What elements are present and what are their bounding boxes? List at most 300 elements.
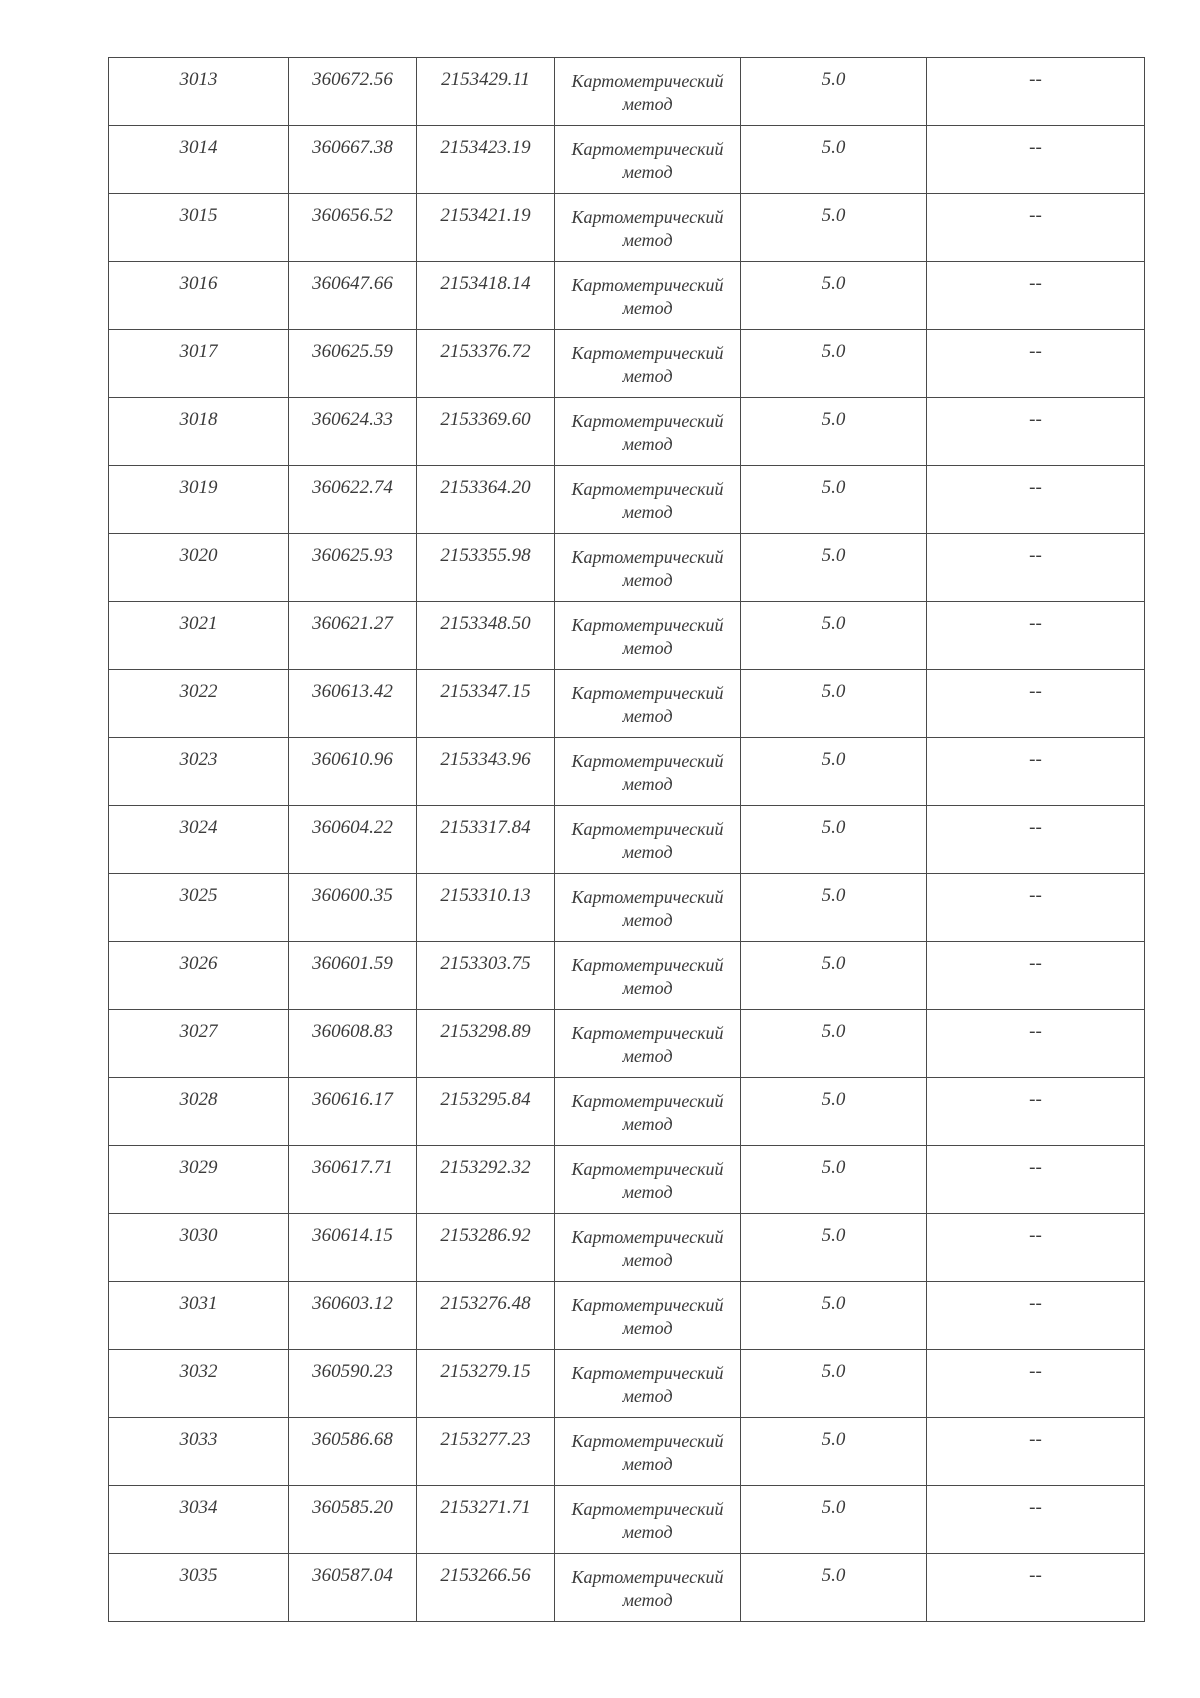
note-value: -- xyxy=(1029,137,1042,158)
accuracy-value: 5.0 xyxy=(821,69,846,90)
method-line2: метод xyxy=(622,162,673,182)
point-number-cell xyxy=(109,194,289,262)
y-coordinate-cell xyxy=(417,738,555,806)
accuracy-cell xyxy=(741,1010,927,1078)
note-cell xyxy=(927,194,1145,262)
y-coordinate: 2153423.19 xyxy=(440,137,531,158)
method-text xyxy=(555,1146,740,1204)
accuracy-value: 5.0 xyxy=(821,477,846,498)
point-number: 3022 xyxy=(179,681,218,702)
y-coordinate-cell xyxy=(417,1554,555,1622)
table-row xyxy=(109,1146,1145,1214)
y-coordinate: 2153347.15 xyxy=(440,681,531,702)
accuracy-cell xyxy=(741,738,927,806)
coordinates-table xyxy=(108,57,1145,1622)
x-coordinate-cell xyxy=(289,602,417,670)
y-coordinate-cell xyxy=(417,806,555,874)
method-cell xyxy=(555,1418,741,1486)
method-cell xyxy=(555,398,741,466)
accuracy-value: 5.0 xyxy=(821,1225,846,1246)
y-coordinate-cell xyxy=(417,1010,555,1078)
x-coordinate-cell xyxy=(289,194,417,262)
point-number: 3030 xyxy=(179,1225,218,1246)
y-coordinate-cell xyxy=(417,1486,555,1554)
method-cell xyxy=(555,1486,741,1554)
note-value: -- xyxy=(1029,273,1042,294)
point-number-cell xyxy=(109,1350,289,1418)
method-line2: метод xyxy=(622,434,673,454)
accuracy-cell xyxy=(741,262,927,330)
table-row xyxy=(109,738,1145,806)
point-number: 3014 xyxy=(179,137,218,158)
table-row xyxy=(109,602,1145,670)
y-coordinate-cell xyxy=(417,466,555,534)
method-cell xyxy=(555,602,741,670)
point-number-cell xyxy=(109,1554,289,1622)
accuracy-value: 5.0 xyxy=(821,1021,846,1042)
note-cell xyxy=(927,1418,1145,1486)
y-coordinate: 2153303.75 xyxy=(440,953,531,974)
point-number-cell xyxy=(109,1282,289,1350)
point-number-cell xyxy=(109,534,289,602)
point-number: 3023 xyxy=(179,749,218,770)
y-coordinate: 2153266.56 xyxy=(440,1565,531,1586)
method-line1: Картометрический xyxy=(571,955,724,975)
x-coordinate-cell xyxy=(289,126,417,194)
point-number: 3013 xyxy=(179,69,218,90)
y-coordinate-cell xyxy=(417,126,555,194)
method-line2: метод xyxy=(622,502,673,522)
accuracy-value: 5.0 xyxy=(821,409,846,430)
method-line2: метод xyxy=(622,298,673,318)
accuracy-cell xyxy=(741,1214,927,1282)
method-line1: Картометрический xyxy=(571,343,724,363)
note-cell xyxy=(927,466,1145,534)
note-cell xyxy=(927,398,1145,466)
note-cell xyxy=(927,874,1145,942)
note-cell xyxy=(927,602,1145,670)
point-number-cell xyxy=(109,1418,289,1486)
point-number-cell xyxy=(109,1010,289,1078)
note-value: -- xyxy=(1029,817,1042,838)
note-value: -- xyxy=(1029,409,1042,430)
y-coordinate-cell xyxy=(417,1214,555,1282)
y-coordinate: 2153364.20 xyxy=(440,477,531,498)
point-number-cell xyxy=(109,1214,289,1282)
note-value: -- xyxy=(1029,1021,1042,1042)
method-line2: метод xyxy=(622,1522,673,1542)
point-number: 3017 xyxy=(179,341,218,362)
x-coordinate: 360610.96 xyxy=(312,749,393,770)
y-coordinate: 2153295.84 xyxy=(440,1089,531,1110)
point-number: 3016 xyxy=(179,273,218,294)
table-row xyxy=(109,1214,1145,1282)
y-coordinate-cell xyxy=(417,602,555,670)
method-cell xyxy=(555,262,741,330)
note-cell xyxy=(927,806,1145,874)
method-line2: метод xyxy=(622,1046,673,1066)
y-coordinate: 2153271.71 xyxy=(440,1497,531,1518)
method-line1: Картометрический xyxy=(571,1159,724,1179)
point-number: 3021 xyxy=(179,613,218,634)
point-number-cell xyxy=(109,398,289,466)
method-text xyxy=(555,1418,740,1476)
method-text xyxy=(555,1078,740,1136)
accuracy-value: 5.0 xyxy=(821,613,846,634)
x-coordinate: 360587.04 xyxy=(312,1565,393,1586)
method-line2: метод xyxy=(622,706,673,726)
table-row xyxy=(109,806,1145,874)
method-line2: метод xyxy=(622,774,673,794)
table-row xyxy=(109,262,1145,330)
note-value: -- xyxy=(1029,1225,1042,1246)
x-coordinate-cell xyxy=(289,1554,417,1622)
accuracy-value: 5.0 xyxy=(821,681,846,702)
point-number-cell xyxy=(109,942,289,1010)
note-value: -- xyxy=(1029,69,1042,90)
point-number: 3031 xyxy=(179,1293,218,1314)
point-number: 3029 xyxy=(179,1157,218,1178)
point-number: 3025 xyxy=(179,885,218,906)
method-line1: Картометрический xyxy=(571,1227,724,1247)
method-cell xyxy=(555,126,741,194)
x-coordinate: 360617.71 xyxy=(312,1157,393,1178)
method-line1: Картометрический xyxy=(571,275,724,295)
method-cell xyxy=(555,806,741,874)
method-line1: Картометрический xyxy=(571,1499,724,1519)
point-number-cell xyxy=(109,738,289,806)
accuracy-value: 5.0 xyxy=(821,817,846,838)
point-number: 3028 xyxy=(179,1089,218,1110)
accuracy-cell xyxy=(741,126,927,194)
method-text xyxy=(555,942,740,1000)
point-number-cell xyxy=(109,126,289,194)
accuracy-cell xyxy=(741,1486,927,1554)
x-coordinate-cell xyxy=(289,670,417,738)
note-cell xyxy=(927,1554,1145,1622)
table-row xyxy=(109,1486,1145,1554)
method-line1: Картометрический xyxy=(571,751,724,771)
accuracy-value: 5.0 xyxy=(821,1497,846,1518)
accuracy-cell xyxy=(741,194,927,262)
y-coordinate: 2153429.11 xyxy=(441,69,530,90)
note-value: -- xyxy=(1029,1361,1042,1382)
method-text xyxy=(555,466,740,524)
point-number-cell xyxy=(109,58,289,126)
table-row xyxy=(109,126,1145,194)
note-cell xyxy=(927,1146,1145,1214)
method-line1: Картометрический xyxy=(571,547,724,567)
accuracy-value: 5.0 xyxy=(821,953,846,974)
x-coordinate: 360600.35 xyxy=(312,885,393,906)
method-text xyxy=(555,330,740,388)
point-number-cell xyxy=(109,806,289,874)
note-cell xyxy=(927,126,1145,194)
method-line1: Картометрический xyxy=(571,1567,724,1587)
note-value: -- xyxy=(1029,545,1042,566)
y-coordinate: 2153421.19 xyxy=(440,205,531,226)
accuracy-cell xyxy=(741,1078,927,1146)
note-value: -- xyxy=(1029,681,1042,702)
accuracy-cell xyxy=(741,534,927,602)
y-coordinate: 2153310.13 xyxy=(440,885,531,906)
method-line1: Картометрический xyxy=(571,615,724,635)
method-text xyxy=(555,1214,740,1272)
point-number: 3019 xyxy=(179,477,218,498)
note-value: -- xyxy=(1029,1293,1042,1314)
note-value: -- xyxy=(1029,885,1042,906)
method-text xyxy=(555,194,740,252)
method-cell xyxy=(555,466,741,534)
accuracy-value: 5.0 xyxy=(821,273,846,294)
note-value: -- xyxy=(1029,1157,1042,1178)
accuracy-cell xyxy=(741,806,927,874)
accuracy-value: 5.0 xyxy=(821,749,846,770)
point-number-cell xyxy=(109,1146,289,1214)
x-coordinate-cell xyxy=(289,398,417,466)
x-coordinate: 360613.42 xyxy=(312,681,393,702)
method-line1: Картометрический xyxy=(571,1431,724,1451)
x-coordinate-cell xyxy=(289,1146,417,1214)
method-text xyxy=(555,1486,740,1544)
table-row xyxy=(109,330,1145,398)
x-coordinate-cell xyxy=(289,534,417,602)
x-coordinate: 360586.68 xyxy=(312,1429,393,1450)
note-cell xyxy=(927,1214,1145,1282)
y-coordinate-cell xyxy=(417,1078,555,1146)
point-number-cell xyxy=(109,262,289,330)
table-row xyxy=(109,1010,1145,1078)
method-text xyxy=(555,1350,740,1408)
method-line1: Картометрический xyxy=(571,819,724,839)
accuracy-cell xyxy=(741,1282,927,1350)
x-coordinate-cell xyxy=(289,942,417,1010)
note-value: -- xyxy=(1029,749,1042,770)
accuracy-cell xyxy=(741,58,927,126)
method-line1: Картометрический xyxy=(571,71,724,91)
point-number: 3034 xyxy=(179,1497,218,1518)
accuracy-value: 5.0 xyxy=(821,1293,846,1314)
note-value: -- xyxy=(1029,477,1042,498)
y-coordinate-cell xyxy=(417,398,555,466)
x-coordinate-cell xyxy=(289,1010,417,1078)
y-coordinate-cell xyxy=(417,262,555,330)
method-cell xyxy=(555,194,741,262)
x-coordinate: 360603.12 xyxy=(312,1293,393,1314)
method-line1: Картометрический xyxy=(571,1363,724,1383)
x-coordinate-cell xyxy=(289,330,417,398)
note-value: -- xyxy=(1029,953,1042,974)
y-coordinate: 2153348.50 xyxy=(440,613,531,634)
point-number-cell xyxy=(109,466,289,534)
y-coordinate: 2153376.72 xyxy=(440,341,531,362)
note-value: -- xyxy=(1029,1089,1042,1110)
method-cell xyxy=(555,534,741,602)
accuracy-cell xyxy=(741,1418,927,1486)
method-cell xyxy=(555,1078,741,1146)
table-row xyxy=(109,1282,1145,1350)
x-coordinate: 360672.56 xyxy=(312,69,393,90)
method-line1: Картометрический xyxy=(571,139,724,159)
method-cell xyxy=(555,1010,741,1078)
note-value: -- xyxy=(1029,1565,1042,1586)
method-cell xyxy=(555,1214,741,1282)
table-row xyxy=(109,874,1145,942)
method-line2: метод xyxy=(622,1114,673,1134)
accuracy-cell xyxy=(741,602,927,670)
accuracy-value: 5.0 xyxy=(821,137,846,158)
point-number: 3035 xyxy=(179,1565,218,1586)
method-text xyxy=(555,398,740,456)
accuracy-cell xyxy=(741,1146,927,1214)
accuracy-cell xyxy=(741,330,927,398)
note-value: -- xyxy=(1029,205,1042,226)
note-value: -- xyxy=(1029,1497,1042,1518)
table-row xyxy=(109,466,1145,534)
method-cell xyxy=(555,1282,741,1350)
point-number: 3033 xyxy=(179,1429,218,1450)
method-line2: метод xyxy=(622,1250,673,1270)
method-line2: метод xyxy=(622,1454,673,1474)
x-coordinate-cell xyxy=(289,1350,417,1418)
note-cell xyxy=(927,738,1145,806)
method-text xyxy=(555,534,740,592)
accuracy-value: 5.0 xyxy=(821,545,846,566)
accuracy-cell xyxy=(741,942,927,1010)
method-line1: Картометрический xyxy=(571,683,724,703)
method-line2: метод xyxy=(622,978,673,998)
table-row xyxy=(109,398,1145,466)
point-number-cell xyxy=(109,1486,289,1554)
method-line1: Картометрический xyxy=(571,1091,724,1111)
method-line2: метод xyxy=(622,1590,673,1610)
y-coordinate: 2153355.98 xyxy=(440,545,531,566)
x-coordinate-cell xyxy=(289,262,417,330)
table-row xyxy=(109,1554,1145,1622)
method-text xyxy=(555,262,740,320)
y-coordinate-cell xyxy=(417,1350,555,1418)
x-coordinate: 360621.27 xyxy=(312,613,393,634)
method-line2: метод xyxy=(622,94,673,114)
method-text xyxy=(555,126,740,184)
note-cell xyxy=(927,942,1145,1010)
method-line2: метод xyxy=(622,1182,673,1202)
accuracy-cell xyxy=(741,1350,927,1418)
method-line2: метод xyxy=(622,1318,673,1338)
method-line1: Картометрический xyxy=(571,1295,724,1315)
x-coordinate-cell xyxy=(289,1418,417,1486)
note-cell xyxy=(927,1010,1145,1078)
x-coordinate: 360656.52 xyxy=(312,205,393,226)
x-coordinate: 360604.22 xyxy=(312,817,393,838)
y-coordinate: 2153276.48 xyxy=(440,1293,531,1314)
method-text xyxy=(555,1010,740,1068)
x-coordinate: 360625.93 xyxy=(312,545,393,566)
y-coordinate-cell xyxy=(417,1146,555,1214)
x-coordinate-cell xyxy=(289,806,417,874)
y-coordinate-cell xyxy=(417,194,555,262)
note-cell xyxy=(927,670,1145,738)
note-value: -- xyxy=(1029,613,1042,634)
method-text xyxy=(555,738,740,796)
note-cell xyxy=(927,1282,1145,1350)
x-coordinate: 360614.15 xyxy=(312,1225,393,1246)
y-coordinate-cell xyxy=(417,942,555,1010)
accuracy-cell xyxy=(741,670,927,738)
accuracy-value: 5.0 xyxy=(821,1361,846,1382)
note-cell xyxy=(927,330,1145,398)
point-number: 3020 xyxy=(179,545,218,566)
point-number: 3015 xyxy=(179,205,218,226)
note-cell xyxy=(927,1078,1145,1146)
method-line1: Картометрический xyxy=(571,1023,724,1043)
table-row xyxy=(109,58,1145,126)
x-coordinate: 360601.59 xyxy=(312,953,393,974)
y-coordinate: 2153317.84 xyxy=(440,817,531,838)
y-coordinate-cell xyxy=(417,58,555,126)
accuracy-cell xyxy=(741,1554,927,1622)
method-line2: метод xyxy=(622,638,673,658)
point-number-cell xyxy=(109,602,289,670)
y-coordinate: 2153369.60 xyxy=(440,409,531,430)
y-coordinate-cell xyxy=(417,330,555,398)
x-coordinate: 360590.23 xyxy=(312,1361,393,1382)
accuracy-cell xyxy=(741,398,927,466)
y-coordinate: 2153279.15 xyxy=(440,1361,531,1382)
table-row xyxy=(109,1418,1145,1486)
table-row xyxy=(109,534,1145,602)
method-cell xyxy=(555,942,741,1010)
method-line1: Картометрический xyxy=(571,411,724,431)
accuracy-cell xyxy=(741,874,927,942)
method-text xyxy=(555,58,740,116)
note-value: -- xyxy=(1029,1429,1042,1450)
x-coordinate: 360585.20 xyxy=(312,1497,393,1518)
y-coordinate-cell xyxy=(417,534,555,602)
method-line2: метод xyxy=(622,910,673,930)
x-coordinate-cell xyxy=(289,1214,417,1282)
accuracy-value: 5.0 xyxy=(821,1157,846,1178)
point-number: 3032 xyxy=(179,1361,218,1382)
table-row xyxy=(109,1350,1145,1418)
note-cell xyxy=(927,58,1145,126)
method-line2: метод xyxy=(622,230,673,250)
x-coordinate-cell xyxy=(289,738,417,806)
y-coordinate: 2153298.89 xyxy=(440,1021,531,1042)
y-coordinate-cell xyxy=(417,670,555,738)
y-coordinate: 2153277.23 xyxy=(440,1429,531,1450)
x-coordinate: 360608.83 xyxy=(312,1021,393,1042)
method-cell xyxy=(555,670,741,738)
table-row xyxy=(109,942,1145,1010)
accuracy-value: 5.0 xyxy=(821,1565,846,1586)
x-coordinate-cell xyxy=(289,874,417,942)
method-text xyxy=(555,602,740,660)
note-cell xyxy=(927,1350,1145,1418)
method-line2: метод xyxy=(622,366,673,386)
method-cell xyxy=(555,1350,741,1418)
method-text xyxy=(555,1554,740,1612)
method-line2: метод xyxy=(622,1386,673,1406)
point-number: 3026 xyxy=(179,953,218,974)
x-coordinate-cell xyxy=(289,58,417,126)
table-row xyxy=(109,194,1145,262)
accuracy-value: 5.0 xyxy=(821,1429,846,1450)
x-coordinate: 360624.33 xyxy=(312,409,393,430)
table-row xyxy=(109,1078,1145,1146)
accuracy-value: 5.0 xyxy=(821,341,846,362)
method-cell xyxy=(555,330,741,398)
